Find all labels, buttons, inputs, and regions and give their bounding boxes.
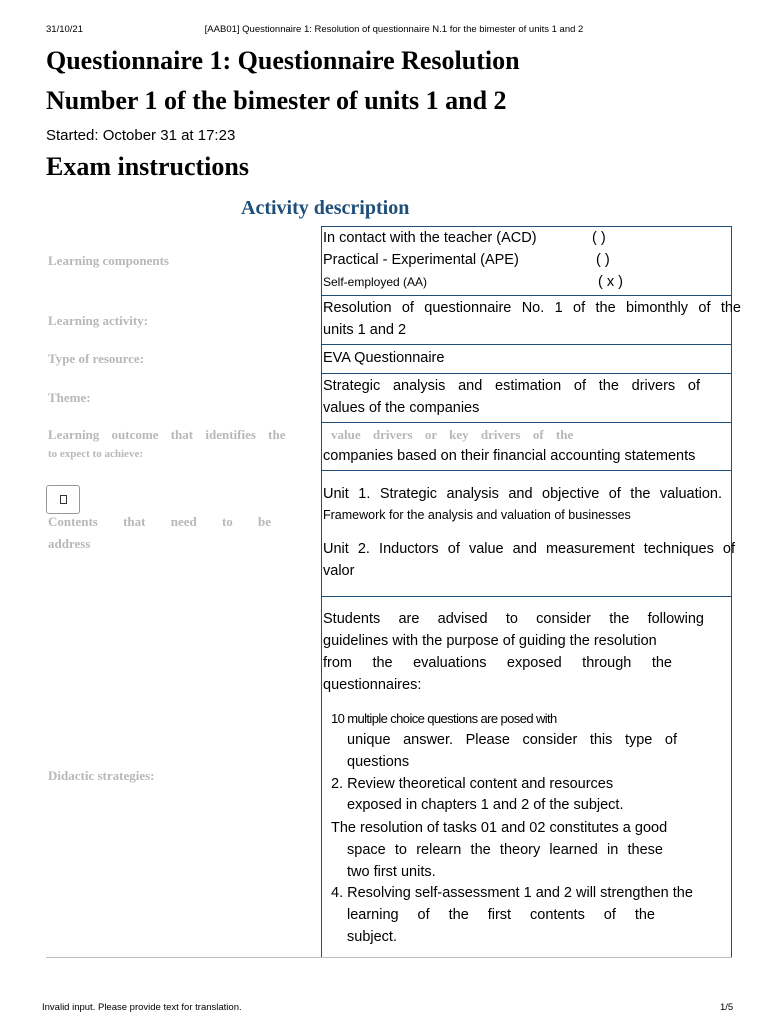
didactic-item4-c: subject. <box>347 929 397 945</box>
print-date: 31/10/21 <box>46 24 83 35</box>
component-ape-mark: ( ) <box>596 252 610 268</box>
theme-line1: Strategic analysis and estimation of the drivers of <box>323 378 700 394</box>
page-title-line1: Questionnaire 1: Questionnaire Resolution <box>46 46 520 75</box>
didactic-item2-a: 2. Review theoretical content and resources <box>331 776 614 792</box>
component-aa: Self-employed (AA) <box>323 275 428 289</box>
didactic-item4-b: learning of the first contents of the <box>347 907 655 923</box>
activity-line2: units 1 and 2 <box>323 322 407 338</box>
resource-value: EVA Questionnaire <box>323 350 445 366</box>
label-learning-outcome-cont: to expect to achieve: <box>48 448 143 460</box>
label-learning-components: Learning components <box>48 253 169 268</box>
label-theme: Theme: <box>48 390 91 405</box>
didactic-intro-1: Students are advised to consider the following <box>323 611 704 627</box>
row-divider <box>321 344 732 345</box>
component-acd-mark: ( ) <box>592 230 606 246</box>
activity-description-heading: Activity description <box>241 197 410 219</box>
label-didactic-strategies: Didactic strategies: <box>48 768 155 783</box>
contents-unit2-line1: Unit 2. Inductors of value and measurement techniques of <box>323 541 735 557</box>
bottom-divider <box>46 957 732 958</box>
didactic-item1-b: unique answer. Please consider this type of <box>347 732 677 748</box>
didactic-intro-4: questionnaires: <box>323 677 422 693</box>
row-divider <box>321 470 732 471</box>
didactic-item3-a: The resolution of tasks 01 and 02 constitutes a good <box>331 820 668 836</box>
label-type-of-resource: Type of resource: <box>48 351 145 366</box>
didactic-intro-2: guidelines with the purpose of guiding the resolution <box>323 633 657 649</box>
theme-line2: values of the companies <box>323 400 480 416</box>
didactic-item1-a: 10 multiple choice questions are posed with <box>331 711 557 726</box>
label-learning-outcome: Learning outcome that identifies the <box>48 427 286 442</box>
contents-unit1: Unit 1. Strategic analysis and objective of the valuation. <box>323 486 722 502</box>
row-divider <box>321 295 732 296</box>
started-timestamp: Started: October 31 at 17:23 <box>46 127 236 144</box>
contents-unit1-sub: Framework for the analysis and valuation of businesses <box>323 508 631 522</box>
footer-note: Invalid input. Please provide text for translation. <box>42 1002 242 1013</box>
activity-line1: Resolution of questionnaire No. 1 of the bimonthly of the <box>323 300 741 316</box>
outcome-line2: companies based on their financial accounting statements <box>323 448 696 464</box>
didactic-item4-a: 4. Resolving self-assessment 1 and 2 will strengthen the <box>331 885 693 901</box>
embedded-object-button[interactable] <box>46 485 80 514</box>
component-aa-mark: ( x ) <box>598 274 623 290</box>
row-divider <box>321 422 732 423</box>
exam-instructions-heading: Exam instructions <box>46 152 249 181</box>
didactic-item2-b: exposed in chapters 1 and 2 of the subject. <box>347 797 624 813</box>
didactic-intro-3: from the evaluations exposed through the <box>323 655 672 671</box>
row-divider <box>321 373 732 374</box>
table-right-border <box>731 226 732 957</box>
component-acd: In contact with the teacher (ACD) <box>323 230 537 246</box>
didactic-item3-c: two first units. <box>347 864 436 880</box>
document-icon <box>60 495 67 504</box>
label-learning-activity: Learning activity: <box>48 313 149 328</box>
outcome-line1: value drivers or key drivers of the <box>331 427 574 442</box>
page-number: 1/5 <box>720 1002 734 1013</box>
row-divider <box>321 596 732 597</box>
label-contents: Contents that need to be <box>48 514 272 529</box>
contents-unit2-line2: valor <box>323 563 355 579</box>
component-ape: Practical - Experimental (APE) <box>323 252 519 268</box>
didactic-item1-c: questions <box>347 754 410 770</box>
table-left-border <box>321 226 322 957</box>
page-title-line2: Number 1 of the bimester of units 1 and 2 <box>46 86 507 115</box>
didactic-item3-b: space to relearn the theory learned in these <box>347 842 663 858</box>
print-header-title: [AAB01] Questionnaire 1: Resolution of questionnaire N.1 for the bimester of units 1 and 2 <box>204 24 584 35</box>
label-contents-cont: address <box>48 536 91 551</box>
